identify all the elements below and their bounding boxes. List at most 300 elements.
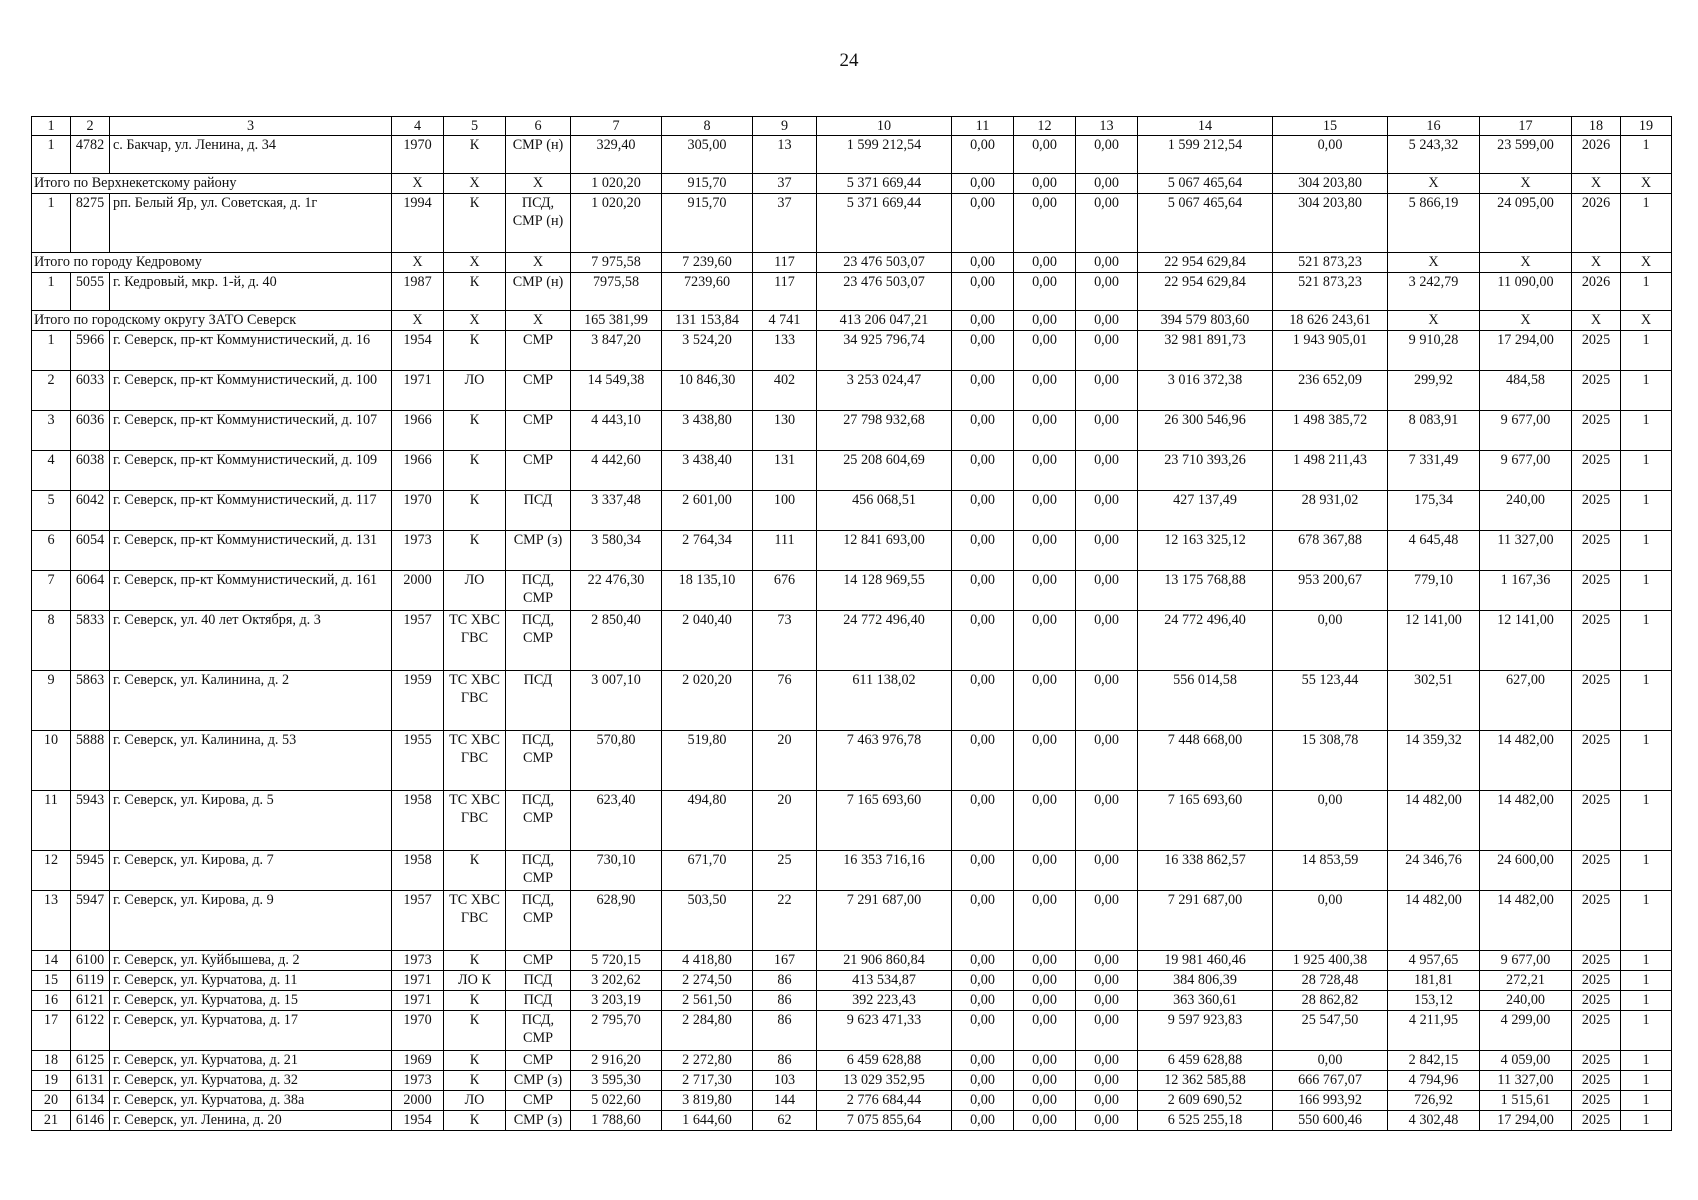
table-cell: 0,00 [952,1111,1014,1131]
table-cell: 18 626 243,61 [1273,311,1388,331]
table-cell: 6 525 255,18 [1138,1111,1273,1131]
table-cell: 4 645,48 [1388,531,1480,571]
address-cell: г. Северск, ул. Куйбышева, д. 2 [110,951,392,971]
table-row [32,1011,1672,1051]
table-cell: 1 [1621,1011,1672,1051]
table-cell: 570,80 [571,731,662,791]
table-cell: 6064 [71,571,110,611]
table-cell: 0,00 [1076,411,1138,451]
table-cell: 240,00 [1480,991,1572,1011]
table-cell: 0,00 [952,273,1014,311]
table-cell: 7 [32,571,71,611]
table-cell: 5966 [71,331,110,371]
table-cell: 9 677,00 [1480,951,1572,971]
table-cell: 22 476,30 [571,571,662,611]
table-cell: К [444,1071,506,1091]
table-cell: 666 767,07 [1273,1071,1388,1091]
table-cell: 671,70 [662,851,753,891]
table-cell: 0,00 [1014,253,1076,273]
table-cell: 23 476 503,07 [817,273,952,311]
table-cell: 2025 [1572,971,1621,991]
table-cell: 1 599 212,54 [1138,136,1273,174]
table-cell: 9 [32,671,71,731]
table-cell: 1 599 212,54 [817,136,952,174]
table-cell: 24 772 496,40 [817,611,952,671]
table-cell: 1 [32,273,71,311]
address-cell: г. Северск, ул. Кирова, д. 9 [110,891,392,951]
table-cell: 0,00 [1076,571,1138,611]
table-cell: 1 [1621,611,1672,671]
table-cell: 0,00 [952,791,1014,851]
table-cell: 2 717,30 [662,1071,753,1091]
table-cell: 34 925 796,74 [817,331,952,371]
table-cell: 1970 [392,491,444,531]
table-cell: 131 153,84 [662,311,753,331]
table-cell: 4 299,00 [1480,1011,1572,1051]
address-cell: г. Северск, пр-кт Коммунистический, д. 161 [110,571,392,611]
table-cell: Х [1621,253,1672,273]
table-cell: 6033 [71,371,110,411]
table-cell: 7 331,49 [1388,451,1480,491]
table-cell: 0,00 [1014,611,1076,671]
table-cell: 5 067 465,64 [1138,194,1273,253]
table-cell: 2000 [392,571,444,611]
table-cell: 2 274,50 [662,971,753,991]
table-cell: Х [506,253,571,273]
table-cell: 272,21 [1480,971,1572,991]
table-cell: 3 [32,411,71,451]
table-cell: 0,00 [1014,571,1076,611]
table-cell: 2 561,50 [662,991,753,1011]
table-cell: 5947 [71,891,110,951]
table-cell: Х [1388,174,1480,194]
table-cell: 1 788,60 [571,1111,662,1131]
table-cell: 1 [1621,1071,1672,1091]
table-cell: ЛО [444,371,506,411]
address-cell: г. Северск, ул. Курчатова, д. 38а [110,1091,392,1111]
table-cell: 1969 [392,1051,444,1071]
table-cell: 2025 [1572,671,1621,731]
table-row [32,491,1672,531]
table-cell: 0,00 [1076,253,1138,273]
table-cell: 1 [1621,331,1672,371]
table-cell: 19 981 460,46 [1138,951,1273,971]
table-cell: 1970 [392,136,444,174]
table-cell: 6119 [71,971,110,991]
table-cell: 9 677,00 [1480,451,1572,491]
table-cell: 0,00 [1014,174,1076,194]
table-cell: 2025 [1572,1111,1621,1131]
table-cell: 676 [753,571,817,611]
table-cell: 1 644,60 [662,1111,753,1131]
table-cell: 1 [1621,991,1672,1011]
table-cell: 953 200,67 [1273,571,1388,611]
table-row [32,571,1672,611]
table-cell: 23 599,00 [1480,136,1572,174]
table-cell: 1 [1621,1051,1672,1071]
table-body [32,136,1672,1131]
table-cell: 0,00 [1014,731,1076,791]
table-row [32,194,1672,253]
table-cell: 13 029 352,95 [817,1071,952,1091]
table-row [32,1091,1672,1111]
table-cell: 6036 [71,411,110,451]
table-cell: 0,00 [1014,991,1076,1011]
table-cell: 392 223,43 [817,991,952,1011]
table-cell: 4 418,80 [662,951,753,971]
table-cell: 3 253 024,47 [817,371,952,411]
table-cell: 1971 [392,971,444,991]
table-cell: К [444,194,506,253]
table-cell: 1 [1621,411,1672,451]
table-cell: 779,10 [1388,571,1480,611]
table-cell: 7 291 687,00 [817,891,952,951]
table-cell: ПСД, СМР [506,731,571,791]
table-cell: 2026 [1572,136,1621,174]
table-cell: 2025 [1572,531,1621,571]
table-cell: 2025 [1572,491,1621,531]
table-cell: 3 819,80 [662,1091,753,1111]
table-cell: 166 993,92 [1273,1091,1388,1111]
table-cell: 5 022,60 [571,1091,662,1111]
table-cell: 0,00 [1014,971,1076,991]
table-cell: 2025 [1572,991,1621,1011]
table-cell: 2025 [1572,1071,1621,1091]
table-cell: 521 873,23 [1273,253,1388,273]
table-cell: 0,00 [1273,791,1388,851]
table-cell: 623,40 [571,791,662,851]
table-cell: Х [444,174,506,194]
table-cell: 37 [753,194,817,253]
table-row [32,991,1672,1011]
table-cell: 0,00 [1273,136,1388,174]
table-cell: 9 597 923,83 [1138,1011,1273,1051]
table-cell: 0,00 [1273,611,1388,671]
table-cell: 394 579 803,60 [1138,311,1273,331]
table-cell: ПСД [506,991,571,1011]
table-cell: 12 362 585,88 [1138,1071,1273,1091]
table-cell: 21 [32,1111,71,1131]
table-cell: 2 272,80 [662,1051,753,1071]
table-cell: 1 [1621,891,1672,951]
table-cell: 144 [753,1091,817,1111]
table-cell: 1 [32,331,71,371]
table-cell: 1 498 211,43 [1273,451,1388,491]
table-cell: 9 623 471,33 [817,1011,952,1051]
column-number: 13 [1076,117,1138,136]
table-cell: 627,00 [1480,671,1572,731]
table-cell: 7 463 976,78 [817,731,952,791]
table-cell: 24 772 496,40 [1138,611,1273,671]
table-cell: 1957 [392,891,444,951]
table-row [32,331,1672,371]
table-cell: 915,70 [662,194,753,253]
table-cell: 13 [32,891,71,951]
table-cell: 1 [1621,671,1672,731]
table-cell: 2 764,34 [662,531,753,571]
table-cell: 1 925 400,38 [1273,951,1388,971]
table-cell: 76 [753,671,817,731]
table-cell: 3 007,10 [571,671,662,731]
table-cell: СМР [506,331,571,371]
table-cell: 1 [1621,951,1672,971]
table-cell: 6131 [71,1071,110,1091]
table-cell: 1987 [392,273,444,311]
table-cell: 7 165 693,60 [1138,791,1273,851]
table-cell: 1954 [392,1111,444,1131]
address-cell: г. Северск, ул. Ленина, д. 20 [110,1111,392,1131]
table-cell: 12 [32,851,71,891]
table-cell: 0,00 [1076,971,1138,991]
table-cell: 0,00 [952,951,1014,971]
table-cell: 15 [32,971,71,991]
table-cell: 2026 [1572,194,1621,253]
table-cell: 402 [753,371,817,411]
table-cell: 1 [1621,491,1672,531]
table-cell: 0,00 [952,611,1014,671]
table-cell: Х [444,253,506,273]
table-cell: 0,00 [952,571,1014,611]
table-cell: 0,00 [952,451,1014,491]
table-cell: 0,00 [1076,1071,1138,1091]
table-cell: К [444,991,506,1011]
table-cell: 1 943 905,01 [1273,331,1388,371]
table-cell: 2 776 684,44 [817,1091,952,1111]
table-cell: 0,00 [952,411,1014,451]
table-cell: 86 [753,991,817,1011]
table-cell: 0,00 [1014,1091,1076,1111]
table-cell: К [444,1051,506,1071]
address-cell: г. Северск, ул. Курчатова, д. 32 [110,1071,392,1091]
table-cell: Х [1388,311,1480,331]
table-cell: 302,51 [1388,671,1480,731]
table-cell: 363 360,61 [1138,991,1273,1011]
table-cell: 240,00 [1480,491,1572,531]
subtotal-row [32,174,1672,194]
table-cell: ПСД, СМР [506,611,571,671]
table-row [32,411,1672,451]
table-cell: 24 095,00 [1480,194,1572,253]
table-cell: 18 [32,1051,71,1071]
table-cell: ЛО К [444,971,506,991]
table-cell: 2 609 690,52 [1138,1091,1273,1111]
table-cell: 11 090,00 [1480,273,1572,311]
table-cell: 0,00 [1076,1011,1138,1051]
table-cell: 0,00 [1014,531,1076,571]
table-cell: 1957 [392,611,444,671]
table-cell: 13 175 768,88 [1138,571,1273,611]
table-cell: 0,00 [1076,273,1138,311]
table-cell: 13 [753,136,817,174]
table-cell: 4 443,10 [571,411,662,451]
table-cell: 0,00 [1014,671,1076,731]
table-cell: 16 353 716,16 [817,851,952,891]
table-cell: 8275 [71,194,110,253]
table-cell: 1973 [392,1071,444,1091]
table-cell: 103 [753,1071,817,1091]
table-cell: 0,00 [1076,991,1138,1011]
table-cell: 329,40 [571,136,662,174]
table-cell: 1 [1621,194,1672,253]
table-cell: 5945 [71,851,110,891]
table-cell: 413 206 047,21 [817,311,952,331]
table-cell: 5888 [71,731,110,791]
table-cell: 0,00 [1014,1071,1076,1091]
column-number: 6 [506,117,571,136]
table-cell: 0,00 [1014,1111,1076,1131]
table-cell: 16 [32,991,71,1011]
table-cell: 2 842,15 [1388,1051,1480,1071]
table-cell: 0,00 [1014,951,1076,971]
table-cell: 14 482,00 [1480,791,1572,851]
table-cell: 3 580,34 [571,531,662,571]
table-cell: 153,12 [1388,991,1480,1011]
table-cell: 28 931,02 [1273,491,1388,531]
table-cell: 32 981 891,73 [1138,331,1273,371]
table-cell: СМР [506,411,571,451]
table-cell: 0,00 [952,1071,1014,1091]
address-cell: г. Северск, ул. Курчатова, д. 11 [110,971,392,991]
column-number: 16 [1388,117,1480,136]
table-cell: 1958 [392,791,444,851]
table-cell: 384 806,39 [1138,971,1273,991]
table-cell: 0,00 [1076,531,1138,571]
column-number: 17 [1480,117,1572,136]
table-cell: 0,00 [1076,1111,1138,1131]
table-cell: ТС ХВС ГВС [444,611,506,671]
table-cell: 28 728,48 [1273,971,1388,991]
table-cell: 0,00 [952,1011,1014,1051]
table-cell: 3 242,79 [1388,273,1480,311]
table-cell: 0,00 [1014,371,1076,411]
table-cell: 3 438,80 [662,411,753,451]
table-cell: 1 [1621,273,1672,311]
table-cell: 1 [32,194,71,253]
column-number: 9 [753,117,817,136]
table-cell: 2025 [1572,1051,1621,1071]
table-cell: 456 068,51 [817,491,952,531]
table-cell: 0,00 [1014,491,1076,531]
table-cell: 24 346,76 [1388,851,1480,891]
column-number: 18 [1572,117,1621,136]
table-cell: 0,00 [952,174,1014,194]
table-cell: 1 167,36 [1480,571,1572,611]
table-cell: 4 059,00 [1480,1051,1572,1071]
table-cell: 2 040,40 [662,611,753,671]
table-cell: 304 203,80 [1273,174,1388,194]
table-cell: 6134 [71,1091,110,1111]
table-cell: 11 327,00 [1480,531,1572,571]
table-cell: 0,00 [952,851,1014,891]
table-cell: 100 [753,491,817,531]
address-cell: г. Северск, пр-кт Коммунистический, д. 100 [110,371,392,411]
table-cell: 73 [753,611,817,671]
table-cell: ТС ХВС ГВС [444,791,506,851]
table-row [32,451,1672,491]
table-cell: 2025 [1572,851,1621,891]
table-cell: 117 [753,253,817,273]
table-cell: 0,00 [952,331,1014,371]
column-number: 19 [1621,117,1672,136]
subtotal-label: Итого по городскому округу ЗАТО Северск [32,311,392,331]
table-cell: 26 300 546,96 [1138,411,1273,451]
table-row [32,891,1672,951]
table-cell: 0,00 [1014,1051,1076,1071]
table-cell: 0,00 [1076,451,1138,491]
table-cell: ПСД, СМР [506,851,571,891]
table-cell: 5943 [71,791,110,851]
table-cell: 62 [753,1111,817,1131]
table-cell: 1973 [392,951,444,971]
table-cell: 14 482,00 [1388,891,1480,951]
table-cell: 0,00 [1076,891,1138,951]
table-cell: 3 595,30 [571,1071,662,1091]
table-cell: 8 [32,611,71,671]
table-cell: Х [1572,174,1621,194]
table-cell: 111 [753,531,817,571]
table-cell: 1 020,20 [571,174,662,194]
table-cell: 14 128 969,55 [817,571,952,611]
table-cell: СМР (н) [506,273,571,311]
table-cell: 14 853,59 [1273,851,1388,891]
table-cell: ТС ХВС ГВС [444,731,506,791]
table-cell: 0,00 [952,136,1014,174]
table-cell: 2025 [1572,951,1621,971]
column-number: 2 [71,117,110,136]
table-cell: 20 [32,1091,71,1111]
table-cell: 5 243,32 [1388,136,1480,174]
table-cell: 7 448 668,00 [1138,731,1273,791]
table-cell: СМР [506,951,571,971]
table-cell: 0,00 [1076,311,1138,331]
address-cell: г. Северск, ул. Курчатова, д. 17 [110,1011,392,1051]
address-cell: г. Северск, ул. Кирова, д. 7 [110,851,392,891]
table-cell: 1 [1621,1111,1672,1131]
table-cell: 0,00 [952,1051,1014,1071]
table-cell: 2025 [1572,371,1621,411]
table-cell: 3 847,20 [571,331,662,371]
table-cell: 10 846,30 [662,371,753,411]
table-cell: 2 601,00 [662,491,753,531]
table-cell: 4 211,95 [1388,1011,1480,1051]
column-number: 5 [444,117,506,136]
table-cell: 2 020,20 [662,671,753,731]
table-cell: СМР [506,451,571,491]
table-cell: 165 381,99 [571,311,662,331]
column-number: 4 [392,117,444,136]
table-cell: 5833 [71,611,110,671]
table-cell: ЛО [444,571,506,611]
table-cell: 484,58 [1480,371,1572,411]
table-cell: 117 [753,273,817,311]
table-cell: 0,00 [1076,951,1138,971]
table-cell: 167 [753,951,817,971]
table-cell: Х [506,311,571,331]
table-cell: 4 442,60 [571,451,662,491]
table-cell: 7239,60 [662,273,753,311]
table-cell: 23 476 503,07 [817,253,952,273]
table-cell: 7 165 693,60 [817,791,952,851]
table-cell: 2 850,40 [571,611,662,671]
table-row [32,671,1672,731]
table-cell: 6146 [71,1111,110,1131]
table-cell: 726,92 [1388,1091,1480,1111]
table-cell: 6121 [71,991,110,1011]
table-cell: 0,00 [1076,1091,1138,1111]
column-number: 3 [110,117,392,136]
table-cell: 11 [32,791,71,851]
table-cell: 19 [32,1071,71,1091]
